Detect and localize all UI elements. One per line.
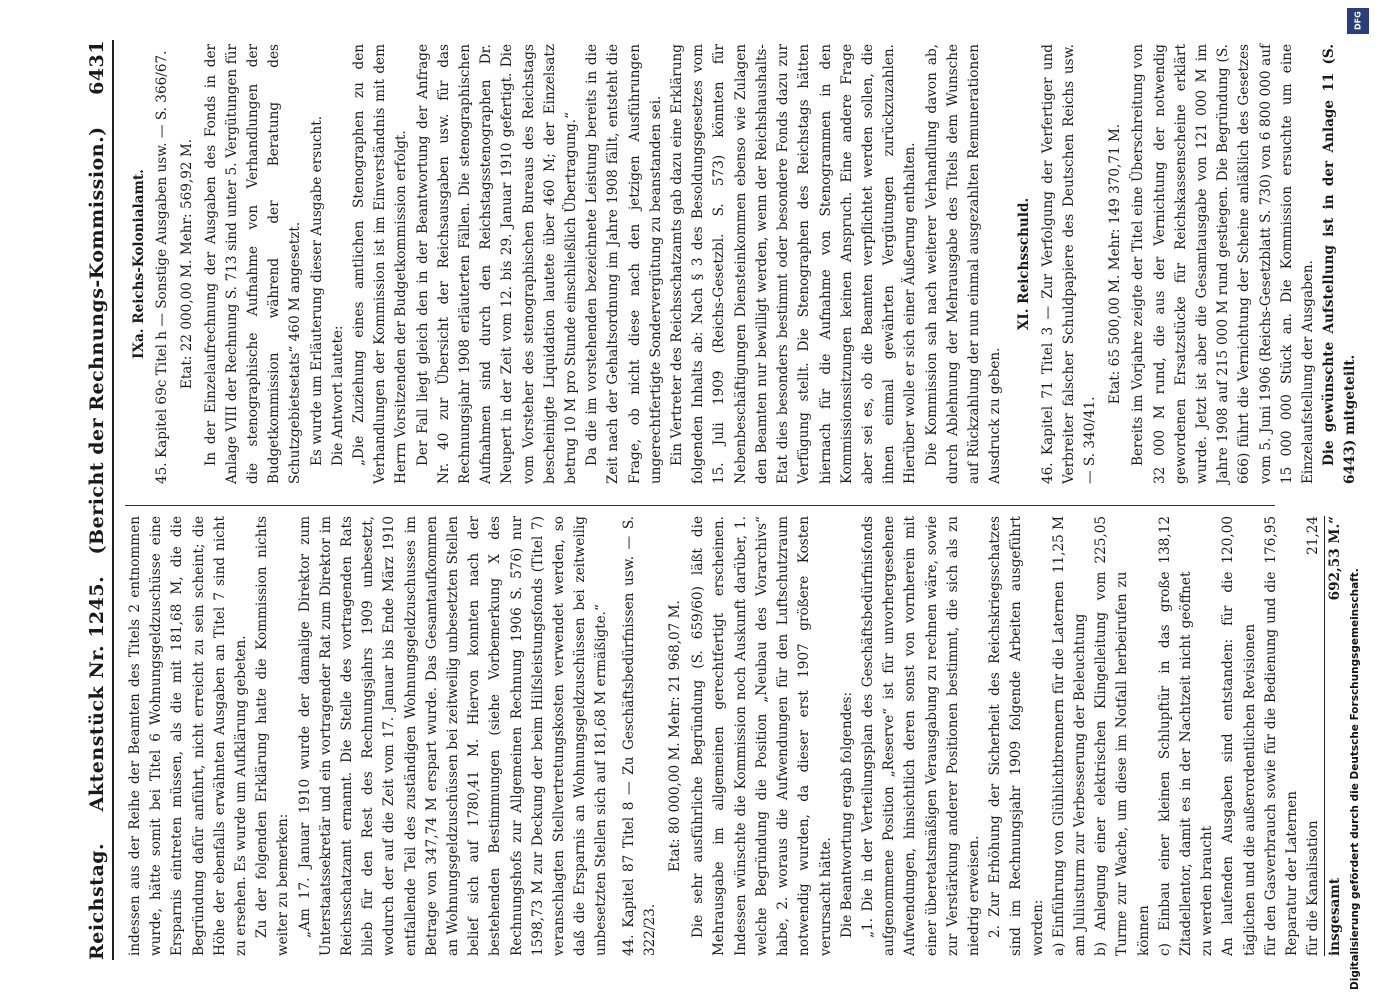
item-heading: 44. Kapitel 87 Titel 8 — Zu Geschäftsbedürfnissen usw. — S. 322/23. (620, 516, 658, 956)
right-column (125, 44, 1362, 484)
list-item: für den Gasverbrauch sowie für die Bedienung und die Reparatur der Laternen 176,95 (1262, 516, 1300, 956)
list-item: a) Einführung von Glühlichtbrennern für die Laternen am Juliusturm zur Verbesserung der Beleuchtung 11,25 M (1050, 516, 1088, 956)
section-heading: XI. Reichsschuld. (1016, 197, 1033, 331)
paragraph: Da die im vorstehenden bezeichnete Leistung bereits in die Zeit nach der Gehaltsordnung im Jahre 1908 fällt, entsteht die Frage, ob nicht diese nach den jetzigen Ausführungen ungerechtfertigte Sondervergütung zu beanstanden sei. (584, 44, 664, 484)
dfg-logo: DFG (1347, 8, 1369, 34)
paragraph: Der Fall liegt gleich den in der Beantwortung der Anfrage Nr. 40 zur Übersicht der Reichsausgaben usw. für das Rechnungsjahr 1908 erläuterten Fällen. Die stenographischen Aufnahmen sind durch den Reichstagsstenographen Dr. Neupert in der Zeit vom 12. bis 29. Januar 1910 gefertigt. Die vom Vorsteher des stenographischen Bureaus des Reichstags bescheinigte Liquidation lautete über 460 M; der Einzelsatz betrug 10 M pro Stunde einschließlich Übertragung.“ (414, 44, 580, 484)
cost-list (1049, 516, 1347, 956)
paragraph: indessen aus der Reihe der Beamten des Titels 2 entnommen wurde, hätte somit bei Titel 6 Wohnungsgeldzuschüsse eine Ersparnis eintreten müssen, als die mit 181,68 M, die die Begründung dafür anführt, nicht erreicht zu sein scheint; die Höhe der ebenfalls erwähnten Ausgaben an Titel 7 sind nicht zu ersehen. Es wurde um Aufklärung gebeten. (127, 516, 250, 956)
paragraph: In der Einzelaufrechnung der Ausgaben des Fonds in der Anlage VIII der Rechnung S. 713 sind unter 5. Vergütungen für die stenographische Aufnahme von Verhandlungen der Budgetkommission während der Beratung des Schutzgebietsetats“ 460 M angesetzt. (202, 44, 304, 484)
header-center (86, 95, 108, 843)
paragraph: „Am 17. Januar 1910 wurde der damalige Direktor zum Unterstaatssekretär und ein vortragender Rat zum Direktor im Reichsschatzamt ernannt. Die Stelle des vortragenden Rats blieb für den Rest des Rechnungsjahrs 1909 unbesetzt, wodurch der auf die Zeit vom 17. Januar bis Ende März 1910 entfallende Teil des zuständigen Wohnungsgeldzuschusses im Betrage von 347,74 M erspart wurde. Das Gesamtaufkommen an Wohnungsgeldzuschüssen bei zeitweilig unbesetzten Stellen belief sich auf 1780,41 M. Hiervon konnten nach der bestehenden Bestimmungen (siehe Vorbemerkung X des Rechnungshofs zur Allgemeinen Rechnung 1906 S. 576) nur 1598,73 M zur Deckung der beim Hilfsleistungsfonds (Titel 7) veranschlagten Stellvertretungskosten verwendet werden, so daß die Ersparnis an Wohnungsgeldzuschüssen bei zeitweilig unbesetzten Stellen sich auf 181,68 M ermäßigte.“ (296, 516, 610, 956)
digitization-credit: Digitalisierung gefördert durch die Deutsche Forschungsgemeinschaft. (1349, 568, 1361, 990)
section-heading: IXa. Reichs-Kolonialamt. (131, 169, 147, 359)
paragraph: Ein Vertreter des Reichsschatzamts gab dazu eine Erklärung folgenden Inhalts ab: Nach § 3 des Besoldungsgesetzes vom 15. Juli 1909 (Reichs-Gesetzbl. S. 573) könnten für Nebenbeschäftigungen Diensteinkommen ebenso wie Zulagen den Beamten nur bewilligt werden, wenn der Reichshaushalts-Etat dies besonders bestimmt oder besondere Fonds dazu zur Verfügung stellt. Die Stenographen des Reichstags hätten hiernach für die Aufnahme von Stenogrammen in den Kommissionssitzungen keinen Anspruch. Eine andere Frage aber sei es, ob die Beamten verpflichtet werden sollen, die ihnen einmal gewährten Vergütungen zurückzuzahlen. Hierüber wolle er sich einer Äußerung enthalten. (669, 44, 919, 484)
item-heading: 46. Kapitel 71 Titel 3 — Zur Verfolgung der Verfertiger und Verbreiter falscher Schuldpapiere des Deutschen Reichs usw. — S. 340/41. (1039, 44, 1098, 484)
list-item: für die Kanalisation 21,24 (1305, 516, 1322, 956)
paragraph: Es wurde um Erläuterung dieser Ausgabe ersucht. (308, 115, 325, 466)
list-item: b) Anlegung einer elektrischen Klingelleitung vom Turme zur Wache, um diese im Notfall herbeirufen zu können 225,05 (1093, 516, 1152, 956)
etat-line: Etat: 65 500,00 M. Mehr: 149 370,71 M. (1107, 123, 1124, 405)
paragraph: Bereits im Vorjahre zeigte der Titel eine Überschreitung von 32 000 M rund, die aus der Vernichtung der notwendig gewordenen Ersatzstücke für Reichskassenscheine erklärt wurde. Jetzt ist aber die Gesamtausgabe von 121 000 M im Jahre 1908 auf 215 000 M rund gestiegen. Die Begründung (S. 666) führt die Vernichtung der Scheine anläßlich des Gesetzes vom 5. Juni 1906 (Reichs-Gesetzblatt S. 730) von 6 800 000 auf 15 000 000 Stück an. Die Kommission ersuchte um eine Einzelaufstellung der Ausgaben. (1130, 44, 1316, 484)
paragraph: Zu der folgenden Erklärung hatte die Kommission nichts weiter zu bemerken: (254, 516, 292, 956)
header-left: Reichstag. (86, 842, 108, 960)
paragraph: 2. Zur Erhöhung der Sicherheit des Reichskriegsschatzes sind im Rechnungsjahr 1909 folgende Arbeiten ausgeführt worden: (987, 516, 1046, 956)
item-heading: 45. Kapitel 69c Titel h — Sonstige Ausgaben usw. — S. 366/67. (154, 50, 171, 484)
total-row: insgesamt 692,53 M.“ (1324, 516, 1346, 956)
list-item: An laufenden Ausgaben sind entstanden: für die täglichen und die außerordentlichen Revisionen 120,00 (1220, 516, 1258, 956)
paragraph: Die sehr ausführliche Begründung (S. 659/60) läßt die Mehrausgabe im allgemeinen gerechtfertigt erscheinen. Indessen wünschte die Kommission noch Auskunft darüber, 1. welche Begründung die Position „Neubau des Vorarchivs“ habe, 2. woraus die Aufwendungen für den Luftschutzraum notwendig wurden, da dieser erst 1907 größere Kosten verursacht hätte. (690, 516, 834, 956)
etat-line: Etat: 80 000,00 M. Mehr: 21 968,07 M. (667, 600, 684, 872)
paragraph: Die Beantwortung ergab folgendes: (838, 691, 855, 938)
header-report-title: (Bericht der Rechnungs-Kommission.) (86, 126, 108, 555)
page-header (68, 40, 108, 960)
paragraph: Die Antwort lautete: (329, 325, 346, 466)
paragraph: „Die Zuziehung eines amtlichen Stenographen zu den Verhandlungen der Kommission ist im Einverständnis mit dem Herrn Vorsitzenden der Budgetkommission erfolgt. (351, 44, 410, 484)
etat-line: Etat: 22 000,00 M. Mehr: 569,92 M. (179, 138, 196, 390)
paragraph: „1. Die in der Verteilungsplan des Geschäftsbedürfnisfonds aufgenommene Position „Reserve“ ist für unvorhergesehene Aufwendungen, hinsichtlich deren sonst von vornherein mit einer überetatsmäßigen Verausgabung zu rechnen wäre, sowie zur Verstärkung anderer Positionen bestimmt, die sich als zu niedrig erweisen. (859, 516, 982, 956)
paragraph: Die Kommission sah nach weiterer Verhandlung davon ab, durch Ablehnung der Mehrausgabe des Titels dem Wunsche auf Rückzahlung der nun einmal ausgezahlten Remunerationen Ausdruck zu geben. (923, 44, 1004, 484)
column-divider (125, 505, 1275, 506)
header-document-number: Aktenstück Nr. 1245. (86, 575, 108, 812)
page-number: 6431 (86, 40, 108, 95)
paragraph: Die gewünschte Aufstellung ist in der Anlage 11 (S. 6443) mitgeteilt. (1321, 44, 1359, 484)
left-column (125, 516, 1347, 956)
list-item: c) Einbau einer kleinen Schlupftür in das große Zitadellentor, damit es in der Nachtzeit nicht geöffnet zu werden braucht 138,12 (1156, 516, 1216, 956)
header-rule (112, 40, 114, 960)
